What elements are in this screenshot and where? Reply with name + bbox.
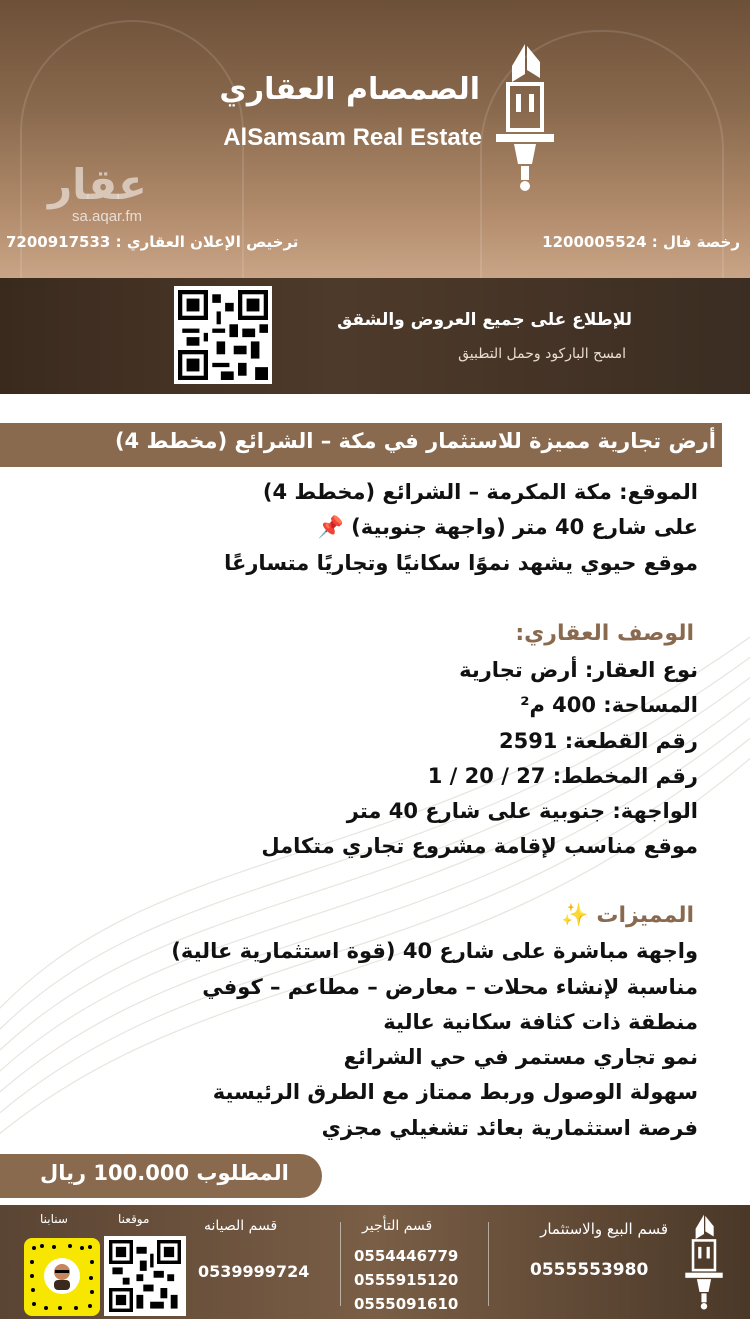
footer-divider bbox=[488, 1222, 489, 1306]
features-heading: المميزات ✨ bbox=[561, 903, 694, 928]
price-value: المطلوب 100.000 ريال bbox=[40, 1161, 289, 1185]
rent-phone[interactable]: 0555915120 bbox=[354, 1271, 459, 1289]
app-qr-code[interactable] bbox=[174, 286, 272, 384]
brand-name-arabic: الصمصام العقاري bbox=[219, 72, 480, 107]
feature-line: فرصة استثمارية بعائد تشغيلي مجزي bbox=[321, 1116, 698, 1140]
snapchat-label: سنابنا bbox=[40, 1212, 68, 1226]
app-download-band bbox=[0, 278, 750, 394]
qr-code-icon bbox=[178, 290, 268, 380]
rent-phone[interactable]: 0554446779 bbox=[354, 1247, 459, 1265]
description-line: الواجهة: جنوبية على شارع 40 متر bbox=[346, 799, 698, 823]
description-line: المساحة: 400 م² bbox=[520, 693, 698, 717]
location-line: موقع حيوي يشهد نموًا سكانيًا وتجاريًا متسارعًا bbox=[224, 551, 698, 575]
fal-license-number: رخصة فال : 1200005524 bbox=[542, 233, 740, 251]
listing-title: أرض تجارية مميزة للاستثمار في مكة – الشرائع (مخطط 4) bbox=[114, 429, 716, 453]
feature-line: نمو تجاري مستمر في حي الشرائع bbox=[343, 1045, 698, 1069]
footer-divider bbox=[340, 1222, 341, 1306]
location-line: الموقع: مكة المكرمة – الشرائع (مخطط 4) bbox=[262, 480, 698, 504]
location-line: على شارع 40 متر (واجهة جنوبية) 📌 bbox=[317, 515, 698, 539]
description-line: رقم المخطط: 27 / 20 / 1 bbox=[427, 764, 698, 788]
description-line: رقم القطعة: 2591 bbox=[498, 729, 698, 753]
feature-line: مناسبة لإنشاء محلات – معارض – مطاعم – كوفي bbox=[202, 975, 698, 999]
snapcode-icon bbox=[24, 1238, 100, 1316]
maintenance-department-label: قسم الصيانه bbox=[204, 1218, 278, 1234]
app-promo-title: للإطلاع على جميع العروض والشقق bbox=[337, 310, 632, 330]
qr-code-icon bbox=[108, 1240, 182, 1312]
description-heading: الوصف العقاري: bbox=[515, 621, 694, 646]
snapchat-code[interactable] bbox=[24, 1238, 100, 1316]
sales-phone[interactable]: 0555553980 bbox=[530, 1260, 649, 1280]
brand-name-english: AlSamsam Real Estate bbox=[223, 124, 482, 151]
description-line: موقع مناسب لإقامة مشروع تجاري متكامل bbox=[261, 834, 698, 858]
app-promo-subtitle: امسح الباركود وحمل التطبيق bbox=[458, 346, 626, 362]
ad-license-number: ترخيص الإعلان العقاري : 7200917533 bbox=[6, 233, 299, 251]
aqar-watermark-logo: عقار bbox=[48, 160, 147, 209]
description-line: نوع العقار: أرض تجارية bbox=[459, 658, 698, 682]
feature-line: منطقة ذات كثافة سكانية عالية bbox=[383, 1010, 698, 1034]
feature-line: سهولة الوصول وربط ممتاز مع الطرق الرئيسية bbox=[212, 1080, 698, 1104]
website-label: موقعنا bbox=[118, 1212, 150, 1226]
sales-department-label: قسم البيع والاستثمار bbox=[540, 1220, 668, 1238]
website-qr-code[interactable] bbox=[104, 1236, 186, 1316]
rent-phone[interactable]: 0555091610 bbox=[354, 1295, 459, 1313]
brand-logo-icon bbox=[494, 44, 556, 194]
footer-logo-icon bbox=[684, 1214, 724, 1312]
maintenance-phone[interactable]: 0539999724 bbox=[198, 1262, 310, 1281]
feature-line: واجهة مباشرة على شارع 40 (قوة استثمارية عالية) bbox=[171, 939, 698, 963]
aqar-watermark-url: sa.aqar.fm bbox=[72, 208, 143, 225]
rent-department-label: قسم التأجير bbox=[362, 1218, 433, 1234]
